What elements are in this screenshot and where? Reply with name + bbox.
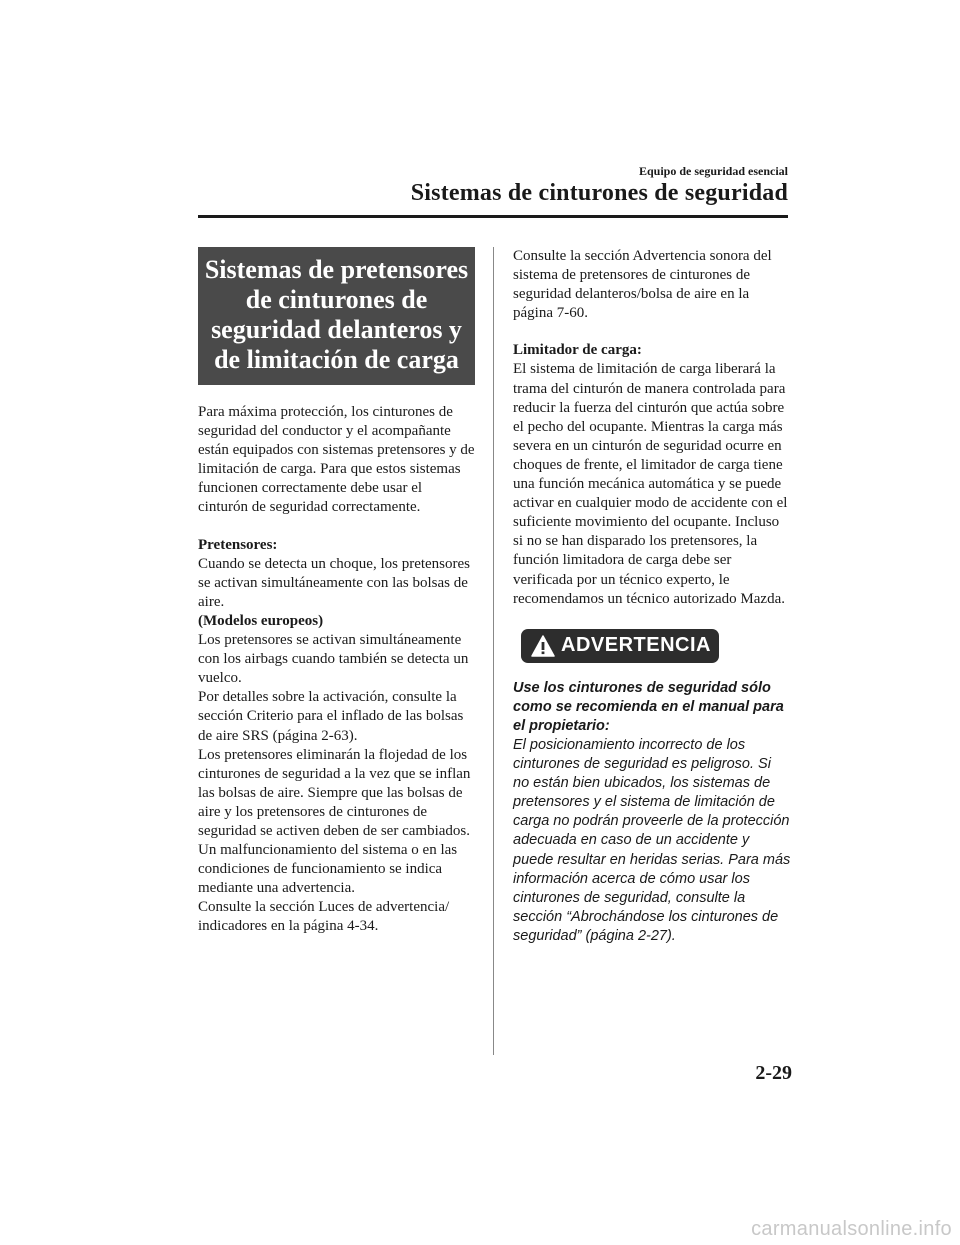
warning-heading: Use los cinturones de seguridad sólo como se recomienda en el manual para el propietario:: [513, 679, 784, 734]
section-title-box: Sistemas de pretensores de cinturones de seguridad delanteros y de limitación de carga: [198, 247, 475, 385]
intro-paragraph: Para máxima protección, los cinturones de seguridad del conductor y el acompañante están equipados con sistemas pretensores y de limitación de carga. Para que estos sistemas funcionen correctamente debe usar el cinturón de seguridad correctamente.: [198, 404, 475, 516]
column-divider: [493, 247, 494, 1055]
european-models-paragraph: Los pretensores se activan simultáneamente con los airbags cuando también se detecta un vuelco.: [198, 632, 469, 687]
malfunction-paragraph: Un malfuncionamiento del sistema o en las condiciones de funcionamiento se indica mediante una advertencia.: [198, 842, 458, 897]
load-limiter-paragraph: El sistema de limitación de carga liberará la trama del cinturón de manera controlada para reducir la fuerza del cinturón que actúa sobre el pecho del ocupante. Mientras la carga más severa en un cinturón de seguridad ocurre en choques de frente, el limitador de carga tiene una función mecánica automática y se puede activar en cualquier modo de accidente con el suficiente movimiento del ocupante. Incluso si no se han disparado los pretensores, la función limitadora de carga debe ser verificada por un técnico experto, le recomendamos un técnico autorizado Mazda.: [513, 361, 788, 607]
load-limiter-heading: Limitador de carga:: [513, 342, 642, 359]
running-header-title: Sistemas de cinturones de seguridad: [410, 180, 788, 206]
pretensores-heading: Pretensores:: [198, 536, 278, 553]
warning-badge: [521, 629, 719, 663]
slack-paragraph: Los pretensores eliminarán la flojedad de los cinturones de seguridad a la vez que se inflan las bolsas de aire. Siempre que las bolsas de aire y los pretensores de cinturones de seguridad se activen deben de ser cambiados.: [198, 746, 471, 839]
page-number: 2-29: [755, 1062, 792, 1084]
warning-label: ADVERTENCIA: [561, 634, 711, 657]
european-models-heading: (Modelos europeos): [198, 612, 324, 629]
audible-warning-paragraph: Consulte la sección Advertencia sonora del sistema de pretensores de cinturones de seguridad delanteros/bolsa de aire en la página 7-60.: [513, 248, 772, 322]
warning-triangle-icon: [531, 635, 555, 657]
activation-paragraph: Por detalles sobre la activación, consulte la sección Criterio para el inflado de las bolsas de aire SRS (página 2-63).: [198, 689, 464, 744]
header-rule: [198, 215, 788, 218]
left-column: [198, 247, 475, 937]
warning-lights-paragraph: Consulte la sección Luces de advertencia/ indicadores en la página 4-34.: [198, 899, 450, 935]
warning-paragraph: El posicionamiento incorrecto de los cinturones de seguridad es peligroso. Si no están bien ubicados, los sistemas de pretensores y el sistema de limitación de carga no podrán proveerle de la protección adecuada en caso de un accidente y puede resultar en heridas serias. Para más información acerca de cómo usar los cinturones de seguridad, consulte la sección “Abrochándose los cinturones de seguridad” (página 2-27).: [513, 736, 791, 944]
running-header-chapter: Equipo de seguridad esencial: [638, 164, 788, 178]
right-column: [513, 247, 791, 946]
pretensores-paragraph: Cuando se detecta un choque, los pretensores se activan simultáneamente con las bolsas de aire.: [198, 555, 470, 610]
watermark: carmanualsonline.info: [751, 1218, 952, 1240]
